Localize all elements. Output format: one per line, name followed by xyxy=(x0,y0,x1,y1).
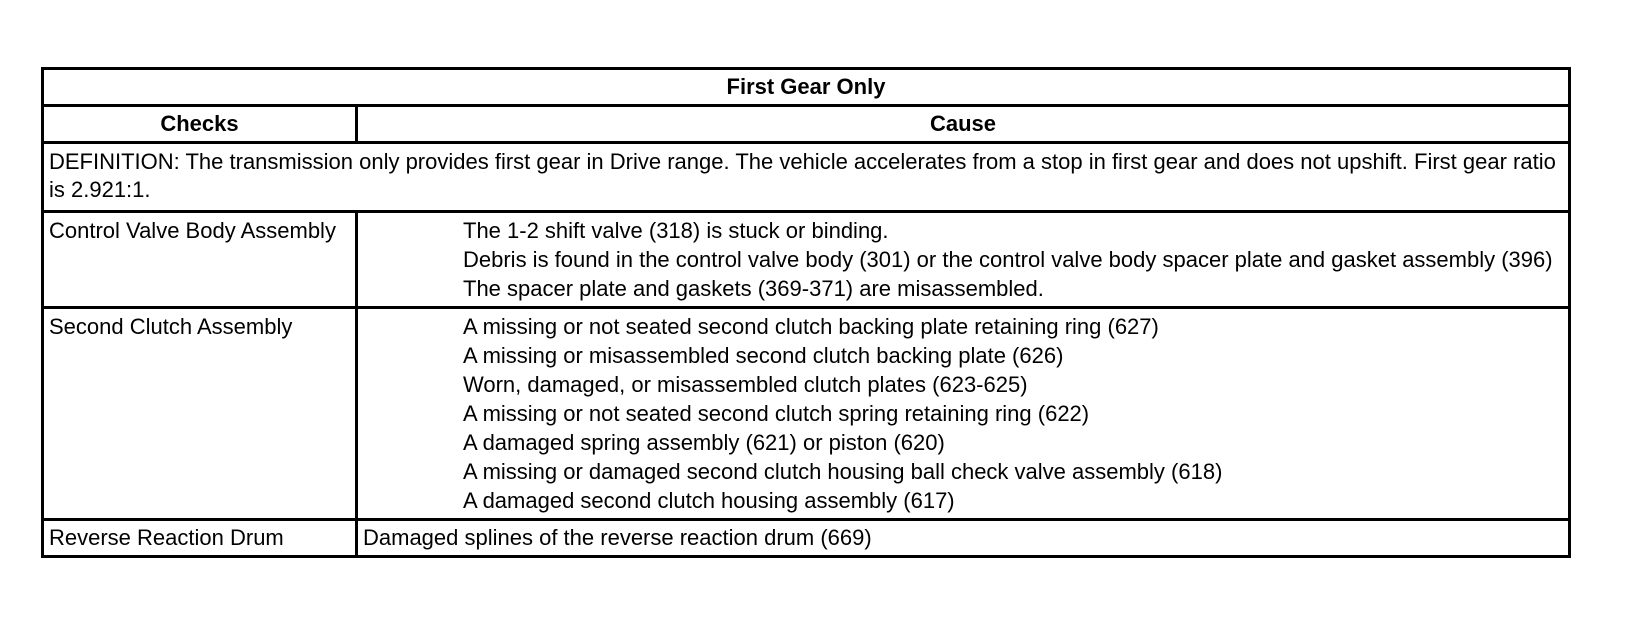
header-row xyxy=(43,106,1570,143)
cause-item: Worn, damaged, or misassembled clutch plates (623-625) xyxy=(463,372,1028,397)
cause-list xyxy=(363,312,1563,515)
table-row xyxy=(43,520,1570,557)
cause-item: A damaged second clutch housing assembly (617) xyxy=(463,488,955,513)
cause-cell: Damaged splines of the reverse reaction drum (669) xyxy=(357,520,1570,557)
definition-text: DEFINITION: The transmission only provides first gear in Drive range. The vehicle accelerates from a stop in first gear and does not upshift. First gear ratio is 2.921:1. xyxy=(43,143,1570,212)
cause-item: A damaged spring assembly (621) or piston (620) xyxy=(463,430,945,455)
cause-item: Debris is found in the control valve body (301) or the control valve body spacer plate and gasket assembly (396) xyxy=(463,247,1553,272)
check-cell: Control Valve Body Assembly xyxy=(43,212,357,308)
title-row xyxy=(43,69,1570,106)
header-cause: Cause xyxy=(357,106,1570,143)
cause-cell xyxy=(357,308,1570,520)
cause-item: A missing or not seated second clutch spring retaining ring (622) xyxy=(463,401,1090,426)
cause-list xyxy=(363,216,1563,303)
table-row xyxy=(43,308,1570,520)
cause-item: The spacer plate and gaskets (369-371) are misassembled. xyxy=(463,276,1044,301)
definition-row xyxy=(43,143,1570,212)
check-cell: Second Clutch Assembly xyxy=(43,308,357,520)
cause-item: The 1-2 shift valve (318) is stuck or binding. xyxy=(463,218,889,243)
table-title: First Gear Only xyxy=(43,69,1570,106)
cause-cell xyxy=(357,212,1570,308)
check-cell: Reverse Reaction Drum xyxy=(43,520,357,557)
cause-item: A missing or not seated second clutch backing plate retaining ring (627) xyxy=(463,314,1159,339)
table-row xyxy=(43,212,1570,308)
cause-item: A missing or damaged second clutch housing ball check valve assembly (618) xyxy=(463,459,1223,484)
diagnostic-table xyxy=(41,67,1571,558)
header-checks: Checks xyxy=(43,106,357,143)
cause-item: A missing or misassembled second clutch backing plate (626) xyxy=(463,343,1064,368)
